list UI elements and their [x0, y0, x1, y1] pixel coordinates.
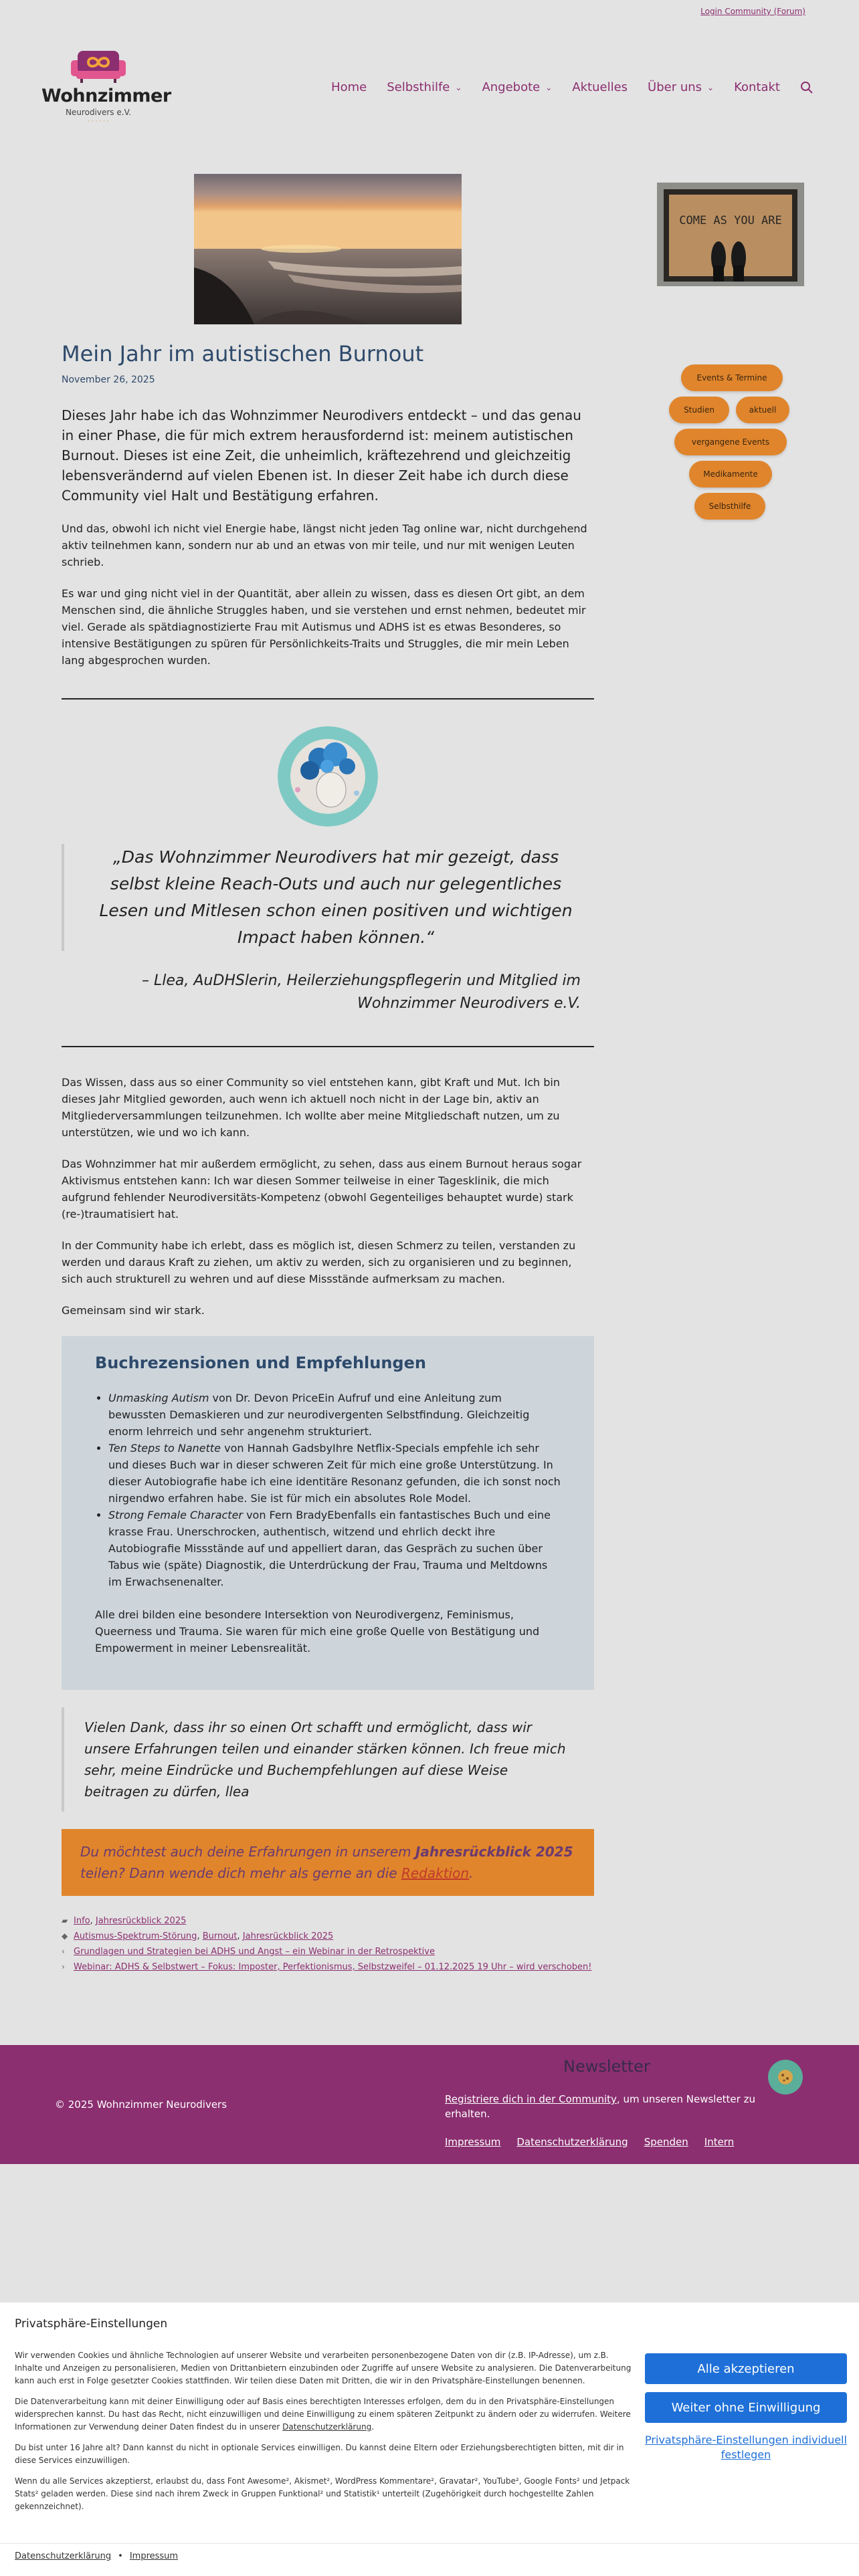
tag-medikamente[interactable]: Medikamente	[689, 461, 772, 488]
consent-footer-links	[15, 2551, 178, 2561]
consent-paragraph: Du bist unter 16 Jahre alt? Dann kannst du nicht in optionale Services einwilligen. Du kannst deine Eltern oder Erziehungsberechtigten bitten, mit dir in diese Services einzuwilligen.	[15, 2443, 624, 2465]
divider	[0, 2543, 859, 2544]
post-categories: ▰ Info, Jahresrückblick 2025	[62, 1913, 594, 1929]
site-footer	[0, 2045, 859, 2164]
login-community-link[interactable]: Login Community (Forum)	[700, 7, 805, 16]
category-link[interactable]: Jahresrückblick 2025	[95, 1916, 187, 1926]
article-paragraph: Und das, obwohl ich nicht viel Energie habe, längst nicht jeden Tag online war, nicht durchgehend aktiv teilnehmen kann, sondern nur ab und an etwas von mir teile, und nur mit wenigen Leuten schrieb.	[62, 522, 587, 568]
tag-icon: ◆	[62, 1931, 68, 1941]
beach-sunset-image	[194, 174, 462, 324]
divider	[62, 1046, 594, 1047]
separator: •	[118, 2551, 123, 2561]
doormat-text: COME AS YOU ARE	[679, 214, 782, 227]
book-title: Strong Female Character	[108, 1509, 243, 1521]
prev-post	[62, 1944, 594, 1959]
newsletter-register-link[interactable]: Registriere dich in der Community	[445, 2093, 617, 2105]
article-lead: Dieses Jahr habe ich das Wohnzimmer Neurodivers entdeckt – und das genau in einer Phase, die für mich extrem herausfordernd ist: meinem autistischen Burnout. Dieses ist eine Zeit, die unheimlich, kräftezehrend und gleichzeitig lebensverändernd auf vielen Ebenen ist. In dieser Zeit habe ich durch diese Community viel Halt und Bestätigung erfahren.	[62, 407, 581, 504]
search-icon	[800, 81, 814, 94]
tag-events-termine[interactable]: Events & Termine	[681, 364, 783, 391]
folder-icon: ▰	[62, 1916, 68, 1925]
tag-link[interactable]: Autismus-Spektrum-Störung	[74, 1931, 197, 1941]
tag-aktuell[interactable]: aktuell	[736, 397, 789, 423]
chevron-left-icon: ‹	[62, 1947, 65, 1956]
footer-link-impressum[interactable]: Impressum	[445, 2136, 501, 2148]
logo-tagline: · · · · · ·	[88, 118, 109, 125]
cookie-consent-banner	[0, 2302, 859, 2576]
nav-aktuelles[interactable]	[572, 80, 628, 94]
newsletter-title: Newsletter	[563, 2057, 650, 2076]
chevron-right-icon: ›	[62, 1962, 65, 1971]
post-meta	[62, 1913, 594, 1975]
next-post-link[interactable]: Webinar: ADHS & Selbstwert – Fokus: Imposter, Perfektionismus, Selbstzweifel – 01.12.2025 19 Uhr – wird verschoben!	[74, 1962, 592, 1972]
post-tags: ◆ Autismus-Spektrum-Störung, Burnout, Jahresrückblick 2025	[62, 1929, 594, 1944]
article-paragraph: In der Community habe ich erlebt, dass es möglich ist, diesen Schmerz zu teilen, verstanden zu werden und daraus Kraft zu ziehen, um aktiv zu werden, sich zu organisieren und zu beginnen, sich auch strukturell zu wehren und auf diese Missstände aufmerksam zu machen.	[62, 1239, 576, 1285]
book-title: Ten Steps to Nanette	[108, 1442, 221, 1455]
nav-home-label: Home	[331, 80, 367, 94]
article	[62, 341, 594, 1975]
consent-text	[15, 2349, 634, 2521]
nav-ueber-uns-label: Über uns	[648, 80, 702, 94]
newsletter-text	[445, 2092, 766, 2121]
list-item	[108, 1390, 561, 1440]
individual-settings-link[interactable]: Privatsphäre-Einstellungen individuell festlegen	[645, 2434, 847, 2461]
doormat-image	[657, 183, 804, 286]
footer-link-datenschutz[interactable]: Datenschutzerklärung	[516, 2136, 628, 2148]
continue-without-consent-button[interactable]: Weiter ohne Einwilligung	[645, 2392, 847, 2423]
consent-impressum-link[interactable]: Impressum	[129, 2551, 179, 2561]
article-title: Mein Jahr im autistischen Burnout	[62, 341, 424, 366]
search-button[interactable]	[800, 81, 814, 94]
book-recommendations	[62, 1336, 594, 1690]
tag-link[interactable]: Jahresrückblick 2025	[242, 1931, 334, 1941]
call-to-action	[62, 1829, 594, 1896]
chevron-down-icon: ⌄	[707, 82, 714, 92]
tag-vergangene-events[interactable]: vergangene Events	[674, 429, 787, 455]
logo-subtitle: Neurodivers e.V.	[65, 108, 132, 117]
books-heading: Buchrezensionen und Empfehlungen	[95, 1354, 426, 1372]
footer-link-intern[interactable]: Intern	[704, 2136, 735, 2148]
article-paragraph: Es war und ging nicht viel in der Quantität, aber allein zu wissen, dass es diesen Ort gibt, an dem Menschen sind, die ähnliche Struggles haben, und sie verstehen und ernst nehmen, bedeutet mir viel. Gerade als spätdiagnostizierte Frau mit Autismus und ADHS ist es etwas Besonderes, so intensive Bestätigungen zu spüren für Persönlichkeits-Traits und Struggles, die mir mein Leben lang abgesprochen wurden.	[62, 587, 586, 667]
tag-selbsthilfe[interactable]: Selbsthilfe	[694, 493, 765, 520]
footer-copyright: © 2025 Wohnzimmer Neurodivers	[55, 2099, 227, 2111]
consent-title: Privatsphäre-Einstellungen	[15, 2317, 168, 2331]
top-bar	[0, 0, 859, 25]
nav-kontakt[interactable]	[734, 80, 780, 94]
accept-all-button[interactable]: Alle akzeptieren	[645, 2353, 847, 2384]
side-doormat-image	[657, 183, 804, 286]
sofa-logo-icon	[68, 48, 128, 86]
main-nav	[331, 80, 814, 94]
nav-ueber-uns[interactable]	[648, 80, 714, 94]
chevron-down-icon: ⌄	[545, 82, 553, 92]
nav-kontakt-label: Kontakt	[734, 80, 780, 94]
book-review: von Hannah GadsbyIhre Netflix-Specials empfehle ich sehr und dieses Buch war in dieser schweren Zeit für mich eine große Unterstützung. In dieser Autobiografie habe ich eine identitäre Resonanz gefunden, die ich sonst noch nirgendwo erfahren habe. Sie ist für mich ein absolutes Role Model.	[108, 1442, 561, 1505]
article-paragraph: Das Wohnzimmer hat mir außerdem ermöglicht, zu sehen, dass aus einem Burnout heraus sogar Aktivismus entstehen kann: Ich war diesen Sommer teilweise in einer Tagesklinik, die mich aufgrund fehlender Neurodiversitäts-Kompetenz (obwohl Gegenteiliges behauptet wurde) stark (re-)traumatisiert hat.	[62, 1158, 582, 1220]
nav-home[interactable]	[331, 80, 367, 94]
member-quote: „Das Wohnzimmer Neurodivers hat mir gezeigt, dass selbst kleine Reach-Outs und auch nur gelegentliches Lesen und Mitlesen schon einen positiven und wichtigen Impact haben können.“	[62, 844, 594, 951]
privacy-settings-button[interactable]	[768, 2060, 803, 2095]
cta-text: Du möchtest auch deine Erfahrungen in unserem	[80, 1844, 415, 1860]
cta-bold: Jahresrückblick 2025	[415, 1844, 573, 1860]
consent-paragraph	[15, 2395, 634, 2434]
article-date: November 26, 2025	[62, 374, 155, 385]
consent-text-part: Die Datenverarbeitung kann mit deiner Einwilligung oder auf Basis eines berechtigten Interesses erfolgen, dem du in den Privatsphäre-Einstellungen widersprechen kannst. Du hast das Recht, nicht einzuwilligen und deine Einwilligung zu einem späteren Zeitpunkt zu ändern oder zu widerrufen. Weitere Informationen zur Verwendung deiner Daten findest du in unserer	[15, 2397, 631, 2432]
list-item	[108, 1440, 561, 1507]
quote-avatar	[278, 726, 378, 827]
cookie-icon	[775, 2067, 795, 2087]
consent-privacy-link[interactable]: Datenschutzerklärung	[282, 2422, 372, 2432]
book-review: von Fern BradyEbenfalls ein fantastisches Buch und eine krasse Frau. Unerschrocken, authentisch, witzend und ehrlich deckt ihre Autobiografie Missstände auf und appelliert daran, das Gespräch zu suchen über Tabus wie (späte) Diagnostik, die Unterdrückung der Frau, Trauma und Meltdowns im Erwachsenenalter.	[108, 1509, 551, 1588]
newsletter-text-rest: , um unseren Newsletter zu erhalten.	[445, 2093, 755, 2120]
logo-name: Wohnzimmer	[41, 86, 171, 106]
cta-text: teilen? Dann wende dich mehr als gerne an die	[80, 1865, 401, 1881]
next-post	[62, 1959, 594, 1975]
nav-selbsthilfe[interactable]	[387, 80, 462, 94]
hero-image	[194, 174, 462, 324]
site-logo[interactable]	[41, 48, 171, 125]
prev-post-link[interactable]: Grundlagen und Strategien bei ADHS und Angst – ein Webinar in der Retrospektive	[74, 1947, 435, 1957]
list-item	[108, 1507, 561, 1590]
tag-studien[interactable]: Studien	[669, 397, 729, 423]
footer-links	[445, 2136, 734, 2148]
article-paragraph: Das Wissen, dass aus so einer Community so viel entstehen kann, gibt Kraft und Mut. Ich bin dieses Jahr Mitglied geworden, auch wenn ich aktuell noch nicht in der Lage bin, aktiv an Mitgliederversammlungen teilzunehmen. Ich wollte aber meine Mitgliedschaft nutzen, um zu unterstützen, wie und wo ich kann.	[62, 1076, 560, 1139]
nav-angebote[interactable]	[482, 80, 552, 94]
consent-datenschutz-link[interactable]: Datenschutzerklärung	[15, 2551, 112, 2561]
book-title: Unmasking Autism	[108, 1392, 209, 1404]
tag-link[interactable]: Burnout	[202, 1931, 237, 1941]
category-link[interactable]: Info	[74, 1916, 90, 1926]
book-review: von Dr. Devon PriceEin Aufruf und eine Anleitung zum bewussten Demaskieren und zur neurodivergenten Selbstfindung. Gleichzeitig enorm lehrreich und sehr angenehm strukturiert.	[108, 1392, 530, 1438]
redaktion-link[interactable]: Redaktion	[401, 1865, 469, 1881]
consent-paragraph: Wir verwenden Cookies und ähnliche Technologien auf unserer Website und verarbeiten personenbezogene Daten von dir (z.B. IP-Adresse), um z.B. Inhalte und Anzeigen zu personalisieren, Medien von Drittanbietern einzubinden oder Zugriffe auf unsere Website zu analysieren. Die Datenverarbeitung kann auch erst in Folge gesetzter Cookies stattfinden. Wir teilen diese Daten mit Dritten, die wir in den Privatsphäre-Einstellungen benennen.	[15, 2351, 632, 2385]
consent-text-part: .	[371, 2422, 375, 2432]
consent-paragraph: Wenn du alle Services akzeptierst, erlaubst du, dass Font Awesome², Akismet², WordPress Kommentare², Gravatar², YouTube², Google Fonts² und Jetpack Stats² geladen werden. Diese sind nach ihrem Zweck in Gruppen Funktional² und Statistik¹ unterteilt (Zugehörigkeit durch hochgestellte Zahlen gekennzeichnet).	[15, 2476, 630, 2511]
books-closing: Alle drei bilden eine besondere Intersektion von Neurodivergenz, Feminismus, Queerness und Trauma. Sie waren für mich eine große Quelle von Bestätigung und Empowerment in meiner Lebensrealität.	[95, 1608, 540, 1654]
nav-selbsthilfe-label: Selbsthilfe	[387, 80, 450, 94]
site-header	[0, 40, 859, 134]
thanks-quote: Vielen Dank, dass ihr so einen Ort schafft und ermöglicht, dass wir unsere Erfahrungen teilen und einander stärken können. Ich freue mich sehr, meine Eindrücke und Buchempfehlungen auf diese Weise beitragen zu dürfen, llea	[62, 1707, 594, 1812]
nav-angebote-label: Angebote	[482, 80, 541, 94]
book-list	[95, 1390, 561, 1590]
footer-link-spenden[interactable]: Spenden	[644, 2136, 688, 2148]
article-paragraph: Gemeinsam sind wir stark.	[62, 1304, 205, 1317]
member-quote-cite: – Llea, AuDHSlerin, Heilerziehungspflegerin und Mitglied im Wohnzimmer Neurodivers e.V.	[142, 972, 581, 1012]
nav-aktuelles-label: Aktuelles	[572, 80, 628, 94]
avatar-image	[278, 726, 378, 827]
cta-text: .	[469, 1865, 474, 1881]
chevron-down-icon: ⌄	[455, 82, 462, 92]
